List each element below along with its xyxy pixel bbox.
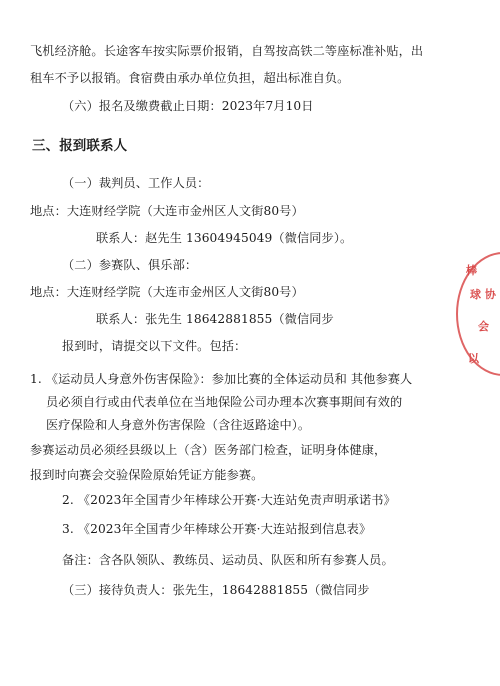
subsection-title: （一）裁判员、工作人员： [62,176,210,190]
stamp-char: 以 [468,352,479,365]
deadline-line: （六）报名及缴费截止日期：2023年7月10日 [62,99,314,113]
contact-line: （三）接待负责人：张先生，18642881855（微信同步 [62,583,370,597]
list-item: 2. 《2023年全国青少年棒球公开赛·大连站免责声明承诺书》 [62,493,396,507]
section-heading: 三、报到联系人 [32,138,128,154]
stamp-char: 棒 [466,264,477,277]
paragraph-line: 飞机经济舱。长途客车按实际票价报销，自驾按高铁二等座标准补贴，出 [30,44,424,58]
list-item: 3. 《2023年全国青少年棒球公开赛·大连站报到信息表》 [62,522,372,536]
paragraph-line: 报到时，请提交以下文件。包括： [62,339,247,353]
contact-line: 联系人：赵先生 13604945049（微信同步）。 [96,231,353,245]
list-item: 1. 《运动员人身意外伤害保险》：参加比赛的全体运动员和 其他参赛人 [30,372,413,386]
paragraph-line: 员必须自行或由代表单位在当地保险公司办理本次赛事期间有效的 [46,395,403,409]
subsection-title: （二）参赛队、俱乐部： [62,258,198,272]
location-line: 地点：大连财经学院（大连市金州区人文街80号） [30,285,304,299]
paragraph-line: 参赛运动员必须经县级以上（含）医务部门检查，证明身体健康， [30,443,387,457]
paragraph-line: 报到时向赛会交验保险原始凭证方能参赛。 [30,468,264,482]
paragraph-line: 医疗保险和人身意外伤害保险（含往返路途中）。 [46,418,311,432]
location-line: 地点：大连财经学院（大连市金州区人文街80号） [30,204,304,218]
contact-line: 联系人：张先生 18642881855（微信同步 [96,312,334,326]
stamp-char: 球 协 [470,288,496,301]
paragraph-line: 租车不予以报销。食宿费由承办单位负担，超出标准自负。 [30,71,350,85]
note-line: 备注：含各队领队、教练员、运动员、队医和所有参赛人员。 [62,553,394,567]
stamp-char: 会 [478,320,489,333]
